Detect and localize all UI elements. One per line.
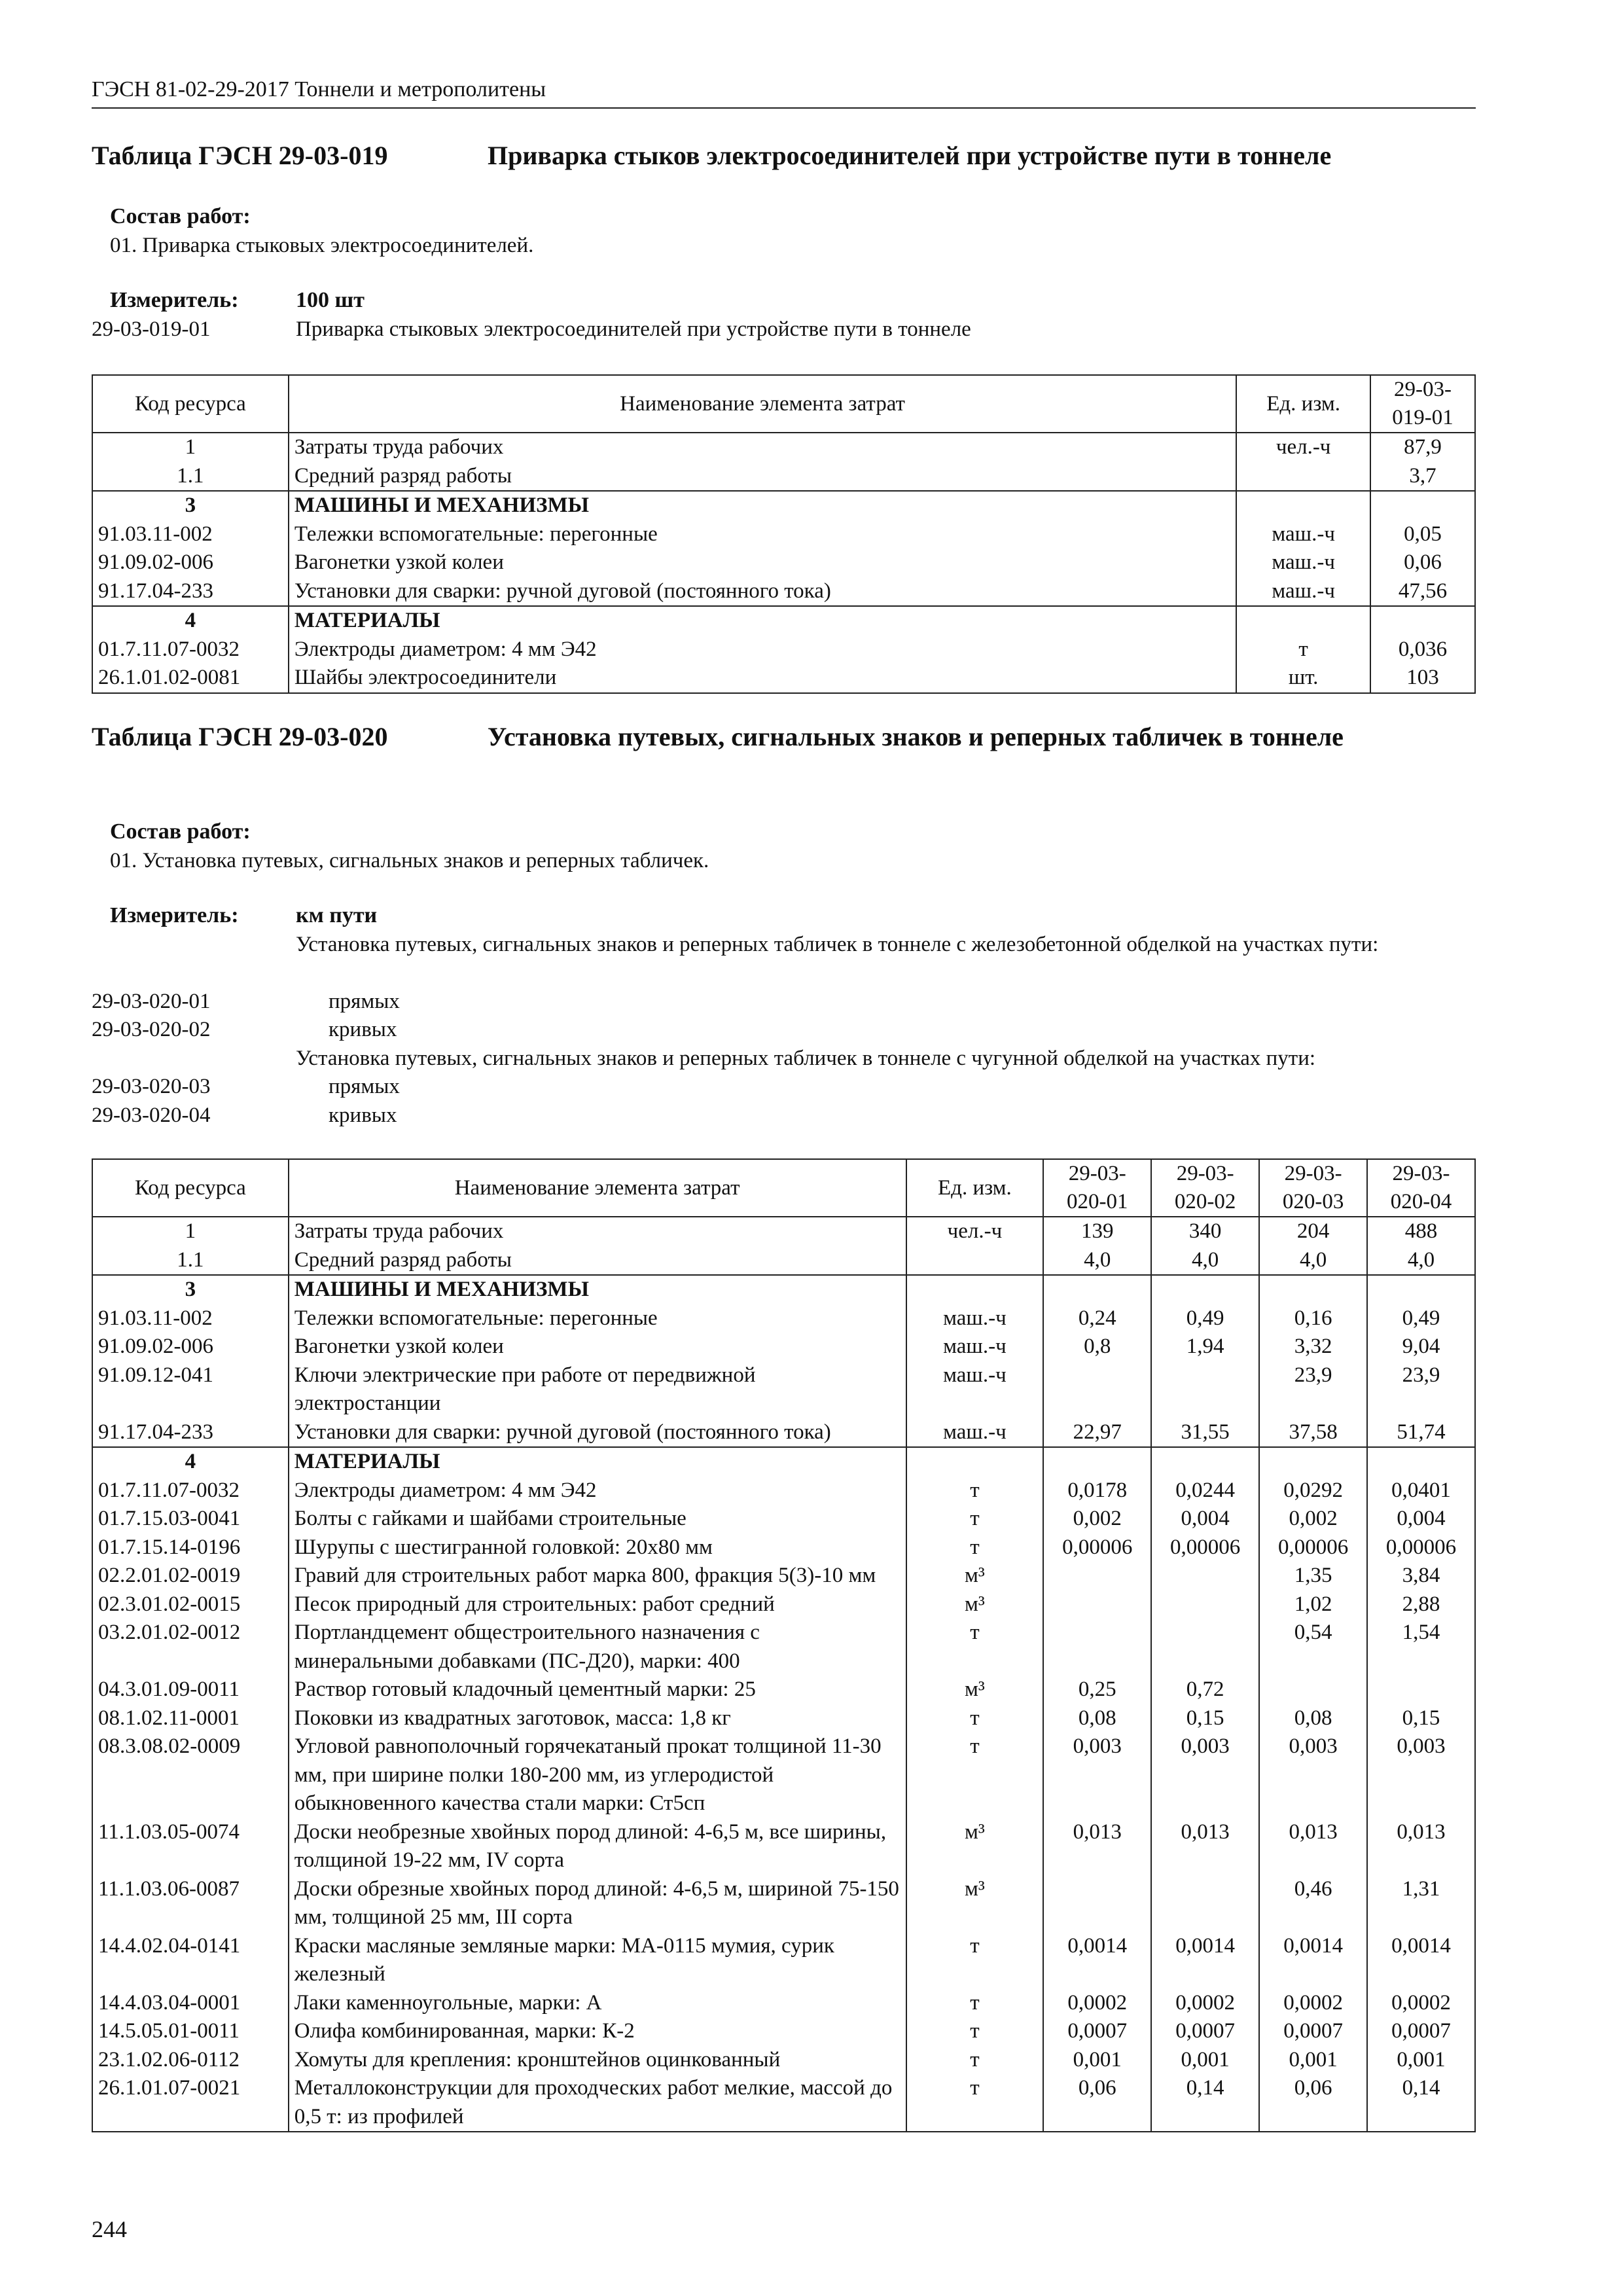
resource-unit: маш.-ч [906,1304,1044,1333]
header-code: Код ресурса [92,1159,289,1217]
table-row [92,1246,1475,1276]
section-row [92,491,1475,520]
resource-code: 03.2.01.02-0012 [92,1619,289,1676]
norm-value: 0,013 [1367,1818,1475,1875]
norm-value: 0,0007 [1367,2017,1475,2046]
resource-name: Доски необрезные хвойных пород длиной: 4-6,5 м, все ширины, толщиной 19-22 мм, IV сорта [289,1818,906,1875]
table1-meter-label: Измеритель: [110,288,239,312]
resource-code: 14.4.02.04-0141 [92,1932,289,1989]
norm-value [1151,1275,1259,1304]
resource-name: Затраты труда рабочих [289,1217,906,1246]
norm-value: 0,013 [1151,1818,1259,1875]
norm-value: 204 [1259,1217,1367,1246]
header-norm-column: 29-03-020-01 [1043,1159,1151,1217]
resource-unit: м³ [906,1875,1044,1932]
table-row [92,433,1475,462]
resource-unit: маш.-ч [1236,520,1370,549]
resource-name: Средний разряд работы [289,462,1236,492]
norm-value: 1,02 [1259,1590,1367,1619]
resource-code: 91.03.11-002 [92,520,289,549]
table2-row2-text: кривых [329,1018,397,1041]
resource-code: 91.09.02-006 [92,1333,289,1361]
resource-code: 3 [92,1275,289,1304]
resource-unit: т [906,1619,1044,1676]
resource-code: 08.1.02.11-0001 [92,1704,289,1733]
table-row [92,1732,1475,1818]
table1-works-label: Состав работ: [110,204,251,228]
resource-unit: т [906,2017,1044,2046]
norm-value: 0,004 [1367,1505,1475,1534]
resource-unit: т [906,2046,1044,2075]
resource-unit [906,1246,1044,1276]
page-number: 244 [92,2216,127,2242]
resource-code: 01.7.15.03-0041 [92,1505,289,1534]
norm-value: 23,9 [1259,1361,1367,1418]
resource-name: Тележки вспомогательные: перегонные [289,1304,906,1333]
table2-row1-text: прямых [329,990,400,1013]
norm-value: 0,0244 [1151,1477,1259,1505]
resource-code: 4 [92,1447,289,1477]
resource-name: МАТЕРИАЛЫ [289,1447,906,1477]
resource-name: Средний разряд работы [289,1246,906,1276]
resource-code: 1.1 [92,462,289,492]
resource-unit: т [906,1704,1044,1733]
table2-row3-code: 29-03-020-03 [92,1075,211,1098]
resource-unit: шт. [1236,664,1370,693]
table2-code: Таблица ГЭСН 29-03-020 [92,722,388,751]
norm-value [1367,1275,1475,1304]
norm-value: 0,00006 [1151,1534,1259,1562]
norm-value [1043,1590,1151,1619]
table2-row1-code: 29-03-020-01 [92,990,211,1013]
resource-name: Вагонетки узкой колеи [289,1333,906,1361]
table-row [92,1932,1475,1989]
table-row [92,1333,1475,1361]
norm-value [1043,1275,1151,1304]
norm-value: 0,036 [1370,636,1475,664]
norm-value: 0,002 [1043,1505,1151,1534]
resource-code: 01.7.15.14-0196 [92,1534,289,1562]
resource-name: Краски масляные земляные марки: МА-0115 мумия, сурик железный [289,1932,906,1989]
norm-value [1151,1361,1259,1418]
table-row [92,636,1475,664]
resource-unit: т [906,1534,1044,1562]
table-row [92,577,1475,607]
resource-name: Доски обрезные хвойных пород длиной: 4-6,5 м, шириной 75-150 мм, толщиной 25 мм, III сорта [289,1875,906,1932]
resource-unit: т [906,1505,1044,1534]
resource-unit: т [906,2074,1044,2132]
norm-value: 1,94 [1151,1333,1259,1361]
norm-value: 0,08 [1043,1704,1151,1733]
header-unit: Ед. изм. [906,1159,1044,1217]
header-unit: Ед. изм. [1236,375,1370,433]
resource-table-1 [92,374,1476,694]
norm-value: 87,9 [1370,433,1475,462]
norm-value [1370,606,1475,636]
resource-name: Лаки каменноугольные, марки: А [289,1989,906,2018]
norm-value: 0,06 [1259,2074,1367,2132]
section-row [92,1275,1475,1304]
resource-code: 23.1.02.06-0112 [92,2046,289,2075]
table2-row4-code: 29-03-020-04 [92,1103,211,1127]
table-header-row [92,375,1475,433]
table-row [92,548,1475,577]
resource-code: 3 [92,491,289,520]
resource-code: 1.1 [92,1246,289,1276]
norm-value: 0,00006 [1043,1534,1151,1562]
norm-value: 0,003 [1043,1732,1151,1818]
resource-unit: т [906,1477,1044,1505]
table-row [92,1562,1475,1590]
norm-value: 0,001 [1259,2046,1367,2075]
norm-value: 0,00006 [1367,1534,1475,1562]
resource-unit: т [1236,636,1370,664]
resource-code: 26.1.01.02-0081 [92,664,289,693]
resource-unit: м³ [906,1676,1044,1704]
table-row [92,1361,1475,1418]
resource-name: Гравий для строительных работ марка 800, фракция 5(3)-10 мм [289,1562,906,1590]
table-row [92,1676,1475,1704]
section-row [92,1447,1475,1477]
resource-code: 4 [92,606,289,636]
norm-value [1370,491,1475,520]
norm-value: 4,0 [1259,1246,1367,1276]
norm-value [1151,1590,1259,1619]
table-row [92,520,1475,549]
resource-unit: маш.-ч [1236,577,1370,607]
resource-code: 14.5.05.01-0011 [92,2017,289,2046]
norm-value: 37,58 [1259,1418,1367,1448]
resource-unit: т [906,1989,1044,2018]
resource-name: Болты с гайками и шайбами строительные [289,1505,906,1534]
resource-unit: маш.-ч [906,1361,1044,1418]
norm-value: 0,8 [1043,1333,1151,1361]
resource-code: 01.7.11.07-0032 [92,1477,289,1505]
norm-value: 0,72 [1151,1676,1259,1704]
resource-unit: чел.-ч [906,1217,1044,1246]
resource-name: МАШИНЫ И МЕХАНИЗМЫ [289,1275,906,1304]
resource-name: Хомуты для крепления: кронштейнов оцинкованный [289,2046,906,2075]
norm-value: 139 [1043,1217,1151,1246]
resource-code: 91.09.12-041 [92,1361,289,1418]
table-row [92,1590,1475,1619]
norm-value: 0,49 [1367,1304,1475,1333]
resource-code: 08.3.08.02-0009 [92,1732,289,1818]
norm-value: 0,05 [1370,520,1475,549]
norm-value: 0,15 [1367,1704,1475,1733]
table-row [92,1505,1475,1534]
resource-name: Шайбы электросоединители [289,664,1236,693]
norm-value: 0,0002 [1367,1989,1475,2018]
resource-code: 02.3.01.02-0015 [92,1590,289,1619]
resource-name: Шурупы с шестигранной головкой: 20х80 мм [289,1534,906,1562]
resource-unit: маш.-ч [906,1418,1044,1448]
norm-value: 3,7 [1370,462,1475,492]
resource-unit: м³ [906,1562,1044,1590]
norm-value: 0,14 [1151,2074,1259,2132]
table2-meter-label: Измеритель: [110,903,239,927]
norm-value: 488 [1367,1217,1475,1246]
resource-code: 91.17.04-233 [92,577,289,607]
resource-unit: маш.-ч [906,1333,1044,1361]
norm-value [1043,1562,1151,1590]
table-row [92,462,1475,492]
resource-name: Тележки вспомогательные: перегонные [289,520,1236,549]
table-row [92,1418,1475,1448]
table-row [92,1875,1475,1932]
norm-value: 0,0014 [1043,1932,1151,1989]
table-row [92,2046,1475,2075]
resource-table-2 [92,1158,1476,2132]
norm-value: 47,56 [1370,577,1475,607]
resource-name: Раствор готовый кладочный цементный марки: 25 [289,1676,906,1704]
resource-code: 91.03.11-002 [92,1304,289,1333]
resource-code: 14.4.03.04-0001 [92,1989,289,2018]
norm-value [1151,1875,1259,1932]
resource-unit: чел.-ч [1236,433,1370,462]
resource-unit: м³ [906,1818,1044,1875]
resource-name: Установки для сварки: ручной дуговой (постоянного тока) [289,577,1236,607]
norm-value: 0,14 [1367,2074,1475,2132]
header-norm-column: 29-03-020-04 [1367,1159,1475,1217]
resource-unit: т [906,1932,1044,1989]
table1-title: Приварка стыков электросоединителей при устройстве пути в тоннеле [488,141,1332,170]
norm-value: 103 [1370,664,1475,693]
resource-unit [906,1275,1044,1304]
norm-value [1367,1447,1475,1477]
norm-value [1043,1619,1151,1676]
norm-value: 1,31 [1367,1875,1475,1932]
resource-unit: м³ [906,1590,1044,1619]
norm-value [1151,1619,1259,1676]
table2-meter-value: км пути [296,903,378,927]
table-row [92,1619,1475,1676]
norm-value: 0,0002 [1043,1989,1151,2018]
resource-name: Поковки из квадратных заготовок, масса: 1,8 кг [289,1704,906,1733]
norm-value: 0,06 [1370,548,1475,577]
norm-value: 0,08 [1259,1704,1367,1733]
norm-value: 0,06 [1043,2074,1151,2132]
table2-title: Установка путевых, сигнальных знаков и реперных табличек в тоннеле [488,722,1344,751]
resource-name: Угловой равнополочный горячекатаный прокат толщиной 11-30 мм, при ширине полки 180-200 мм, из углеродистой обыкновенного качества стали марки: Ст5сп [289,1732,906,1818]
resource-unit [1236,491,1370,520]
norm-value: 1,35 [1259,1562,1367,1590]
norm-value: 0,00006 [1259,1534,1367,1562]
resource-name: Олифа комбинированная, марки: К-2 [289,2017,906,2046]
norm-value: 3,84 [1367,1562,1475,1590]
table2-row3-text: прямых [329,1075,400,1098]
resource-code: 91.09.02-006 [92,548,289,577]
table2-works-item: 01. Установка путевых, сигнальных знаков и реперных табличек. [110,849,709,872]
norm-value: 0,003 [1151,1732,1259,1818]
header-norm-column: 29-03-019-01 [1370,375,1475,433]
resource-name: Песок природный для строительных: работ средний [289,1590,906,1619]
norm-value [1151,1562,1259,1590]
norm-value: 3,32 [1259,1333,1367,1361]
norm-value: 4,0 [1043,1246,1151,1276]
resource-unit [906,1447,1044,1477]
resource-unit [1236,606,1370,636]
table-row [92,2074,1475,2132]
resource-code: 1 [92,1217,289,1246]
resource-unit: т [906,1732,1044,1818]
table2-description-2: Установка путевых, сигнальных знаков и реперных табличек в тоннеле с чугунной обделкой на участках пути: [296,1047,1316,1070]
norm-value [1043,1361,1151,1418]
norm-value [1259,1447,1367,1477]
norm-value: 0,004 [1151,1505,1259,1534]
norm-value: 0,0007 [1043,2017,1151,2046]
resource-name: МАТЕРИАЛЫ [289,606,1236,636]
table2-description-1: Установка путевых, сигнальных знаков и реперных табличек в тоннеле с железобетонной обделкой на участках пути: [296,933,1379,956]
norm-value: 0,003 [1367,1732,1475,1818]
resource-name: Установки для сварки: ручной дуговой (постоянного тока) [289,1418,906,1448]
norm-value: 0,0007 [1259,2017,1367,2046]
norm-value: 0,49 [1151,1304,1259,1333]
norm-value: 0,002 [1259,1505,1367,1534]
norm-value: 23,9 [1367,1361,1475,1418]
norm-value: 0,0178 [1043,1477,1151,1505]
resource-name: Вагонетки узкой колеи [289,548,1236,577]
norm-value: 0,013 [1259,1818,1367,1875]
norm-value: 0,24 [1043,1304,1151,1333]
resource-name: Металлоконструкции для проходческих работ мелкие, массой до 0,5 т: из профилей [289,2074,906,2132]
norm-value [1259,1275,1367,1304]
table-row [92,2017,1475,2046]
norm-value [1259,1676,1367,1704]
norm-value: 0,15 [1151,1704,1259,1733]
resource-name: МАШИНЫ И МЕХАНИЗМЫ [289,491,1236,520]
norm-value: 0,0014 [1259,1932,1367,1989]
table-row [92,1304,1475,1333]
norm-value: 4,0 [1151,1246,1259,1276]
table-row [92,1818,1475,1875]
table-header-row [92,1159,1475,1217]
header-code: Код ресурса [92,375,289,433]
resource-code: 02.2.01.02-0019 [92,1562,289,1590]
section-row [92,606,1475,636]
norm-value: 0,0292 [1259,1477,1367,1505]
norm-value: 0,003 [1259,1732,1367,1818]
table1-works-item: 01. Приварка стыковых электросоединителей. [110,234,534,257]
header-name: Наименование элемента затрат [289,375,1236,433]
resource-name: Ключи электрические при работе от передвижной электростанции [289,1361,906,1418]
resource-unit [1236,462,1370,492]
norm-value: 2,88 [1367,1590,1475,1619]
resource-name: Портландцемент общестроительного назначения с минеральными добавками (ПС-Д20), марки: 400 [289,1619,906,1676]
resource-unit: маш.-ч [1236,548,1370,577]
header-norm-column: 29-03-020-02 [1151,1159,1259,1217]
norm-value: 0,0002 [1151,1989,1259,2018]
resource-name: Электроды диаметром: 4 мм Э42 [289,1477,906,1505]
norm-value [1043,1875,1151,1932]
running-header: ГЭСН 81-02-29-2017 Тоннели и метрополитены [92,77,546,101]
resource-name: Затраты труда рабочих [289,433,1236,462]
norm-value: 0,001 [1151,2046,1259,2075]
table-row [92,1217,1475,1246]
norm-value: 0,0014 [1151,1932,1259,1989]
norm-value: 0,001 [1367,2046,1475,2075]
table1-code: Таблица ГЭСН 29-03-019 [92,141,388,170]
header-divider [92,107,1476,109]
table1-row-text: Приварка стыковых электросоединителей при устройстве пути в тоннеле [296,317,971,341]
resource-code: 01.7.11.07-0032 [92,636,289,664]
norm-value: 1,54 [1367,1619,1475,1676]
norm-value: 0,0401 [1367,1477,1475,1505]
resource-code: 11.1.03.06-0087 [92,1875,289,1932]
norm-value: 340 [1151,1217,1259,1246]
norm-value: 0,0007 [1151,2017,1259,2046]
norm-value: 0,001 [1043,2046,1151,2075]
norm-value: 0,25 [1043,1676,1151,1704]
table2-row2-code: 29-03-020-02 [92,1018,211,1041]
table1-row-code: 29-03-019-01 [92,317,211,341]
norm-value: 0,54 [1259,1619,1367,1676]
table-row [92,1477,1475,1505]
norm-value: 0,16 [1259,1304,1367,1333]
table-row [92,1534,1475,1562]
resource-code: 1 [92,433,289,462]
norm-value: 0,013 [1043,1818,1151,1875]
resource-code: 04.3.01.09-0011 [92,1676,289,1704]
header-norm-column: 29-03-020-03 [1259,1159,1367,1217]
norm-value [1367,1676,1475,1704]
table2-row4-text: кривых [329,1103,397,1127]
table1-meter-value: 100 шт [296,288,365,312]
norm-value: 0,46 [1259,1875,1367,1932]
resource-code: 11.1.03.05-0074 [92,1818,289,1875]
resource-code: 91.17.04-233 [92,1418,289,1448]
resource-code: 26.1.01.07-0021 [92,2074,289,2132]
norm-value [1043,1447,1151,1477]
norm-value: 51,74 [1367,1418,1475,1448]
header-name: Наименование элемента затрат [289,1159,906,1217]
table2-works-label: Состав работ: [110,819,251,844]
table-row [92,1989,1475,2018]
norm-value: 9,04 [1367,1333,1475,1361]
table-row [92,1704,1475,1733]
resource-name: Электроды диаметром: 4 мм Э42 [289,636,1236,664]
norm-value: 0,0002 [1259,1989,1367,2018]
norm-value: 0,0014 [1367,1932,1475,1989]
norm-value: 4,0 [1367,1246,1475,1276]
table-row [92,664,1475,693]
norm-value: 31,55 [1151,1418,1259,1448]
norm-value [1151,1447,1259,1477]
norm-value: 22,97 [1043,1418,1151,1448]
